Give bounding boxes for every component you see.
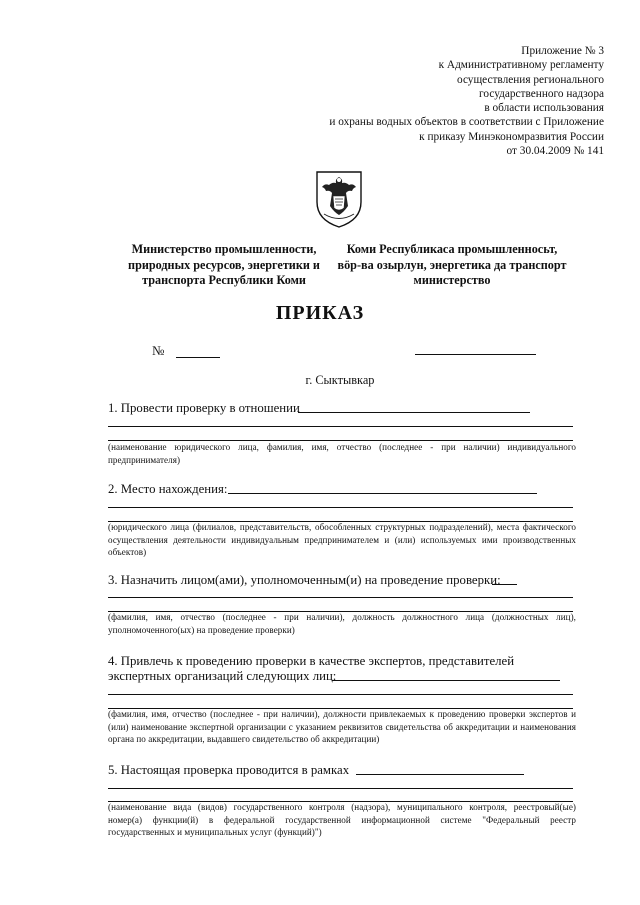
- org-line: Коми Республикаса промышленносьт,: [346, 242, 558, 256]
- item-2-field-line[interactable]: [108, 507, 573, 508]
- komi-coat-of-arms-icon: [314, 168, 364, 230]
- order-date-field[interactable]: [415, 353, 536, 355]
- header-line: от 30.04.2009 № 141: [506, 145, 604, 158]
- org-line: министерство: [413, 273, 491, 287]
- appendix-header: [304, 44, 604, 158]
- ministry-name-russian: [110, 242, 338, 289]
- header-line: к приказу Минэкономразвития России: [419, 130, 604, 143]
- header-line: осуществления регионального: [457, 73, 604, 86]
- item-1-label: 1. Провести проверку в отношении: [108, 401, 300, 415]
- item-1-field[interactable]: [298, 412, 530, 413]
- item-3-caption: (фамилия, имя, отчество (последнее - при наличии), должность должностного лица (должностных лиц), уполномоченного(ых) на проведение проверки): [108, 612, 576, 635]
- org-line: вӧр-ва озырлун, энергетика да транспорт: [337, 257, 567, 272]
- item-4-caption: (фамилия, имя, отчество (последнее - при наличии), должности привлекаемых к проведению проверки экспертов и (или) наименование экспертной организации с указанием реквизитов свидетельства об аккредитации и наименования органа по аккредитации, выдавшего свидетельство об аккредитации): [108, 709, 576, 745]
- item-2-field[interactable]: [228, 493, 537, 494]
- item-3-field-line[interactable]: [108, 597, 573, 598]
- item-5-label: 5. Настоящая проверка проводится в рамках: [108, 763, 350, 777]
- header-line: в области использования: [484, 102, 604, 115]
- header-line: Приложение № 3: [521, 45, 604, 57]
- org-line: природных ресурсов, энергетики и: [128, 257, 320, 272]
- header-line: и охраны водных объектов в соответствии с Приложение: [329, 116, 604, 129]
- order-number-label: №: [152, 343, 165, 358]
- header-line: государственного надзора: [479, 87, 604, 100]
- ministry-name-komi: [330, 242, 574, 289]
- item-4-field-line[interactable]: [108, 694, 573, 695]
- header-line: к Административному регламенту: [438, 59, 604, 72]
- order-number-field[interactable]: [176, 356, 220, 358]
- org-line: транспорта Республики Коми: [142, 273, 306, 287]
- item-4-field[interactable]: [332, 680, 560, 681]
- item-5-caption: (наименование вида (видов) государственного контроля (надзора), муниципального контроля, реестровый(ые) номер(а) функции(й) в федеральной государственной информационной системе "Федеральный реестр государственных и муниципальных услуг (функций)"): [108, 802, 576, 838]
- item-4-label-line2: экспертных организаций следующих лиц:: [108, 669, 337, 683]
- item-5-field[interactable]: [356, 774, 524, 775]
- document-title: ПРИКАЗ: [275, 302, 365, 324]
- item-3-field[interactable]: [492, 584, 517, 585]
- org-line: Министерство промышленности,: [131, 242, 317, 256]
- item-2-caption: (юридического лица (филиалов, представительств, обособленных структурных подразделений), места фактического осуществления деятельности индивидуальным предпринимателем и (или) используемых ими производственных объектов): [108, 522, 576, 558]
- item-1-caption: (наименование юридического лица, фамилия, имя, отчество (последнее - при наличии) индивидуального предпринимателя): [108, 442, 576, 465]
- item-3-label: 3. Назначить лицом(ами), уполномоченным(и) на проведение проверки:: [108, 573, 501, 587]
- item-5-field-line[interactable]: [108, 788, 573, 789]
- city: г. Сыктывкар: [305, 373, 375, 387]
- item-1-field-line[interactable]: [108, 426, 573, 427]
- item-4-label-line1: 4. Привлечь к проведению проверки в качестве экспертов, представителей: [108, 654, 515, 668]
- item-2-label: 2. Место нахождения:: [108, 482, 228, 496]
